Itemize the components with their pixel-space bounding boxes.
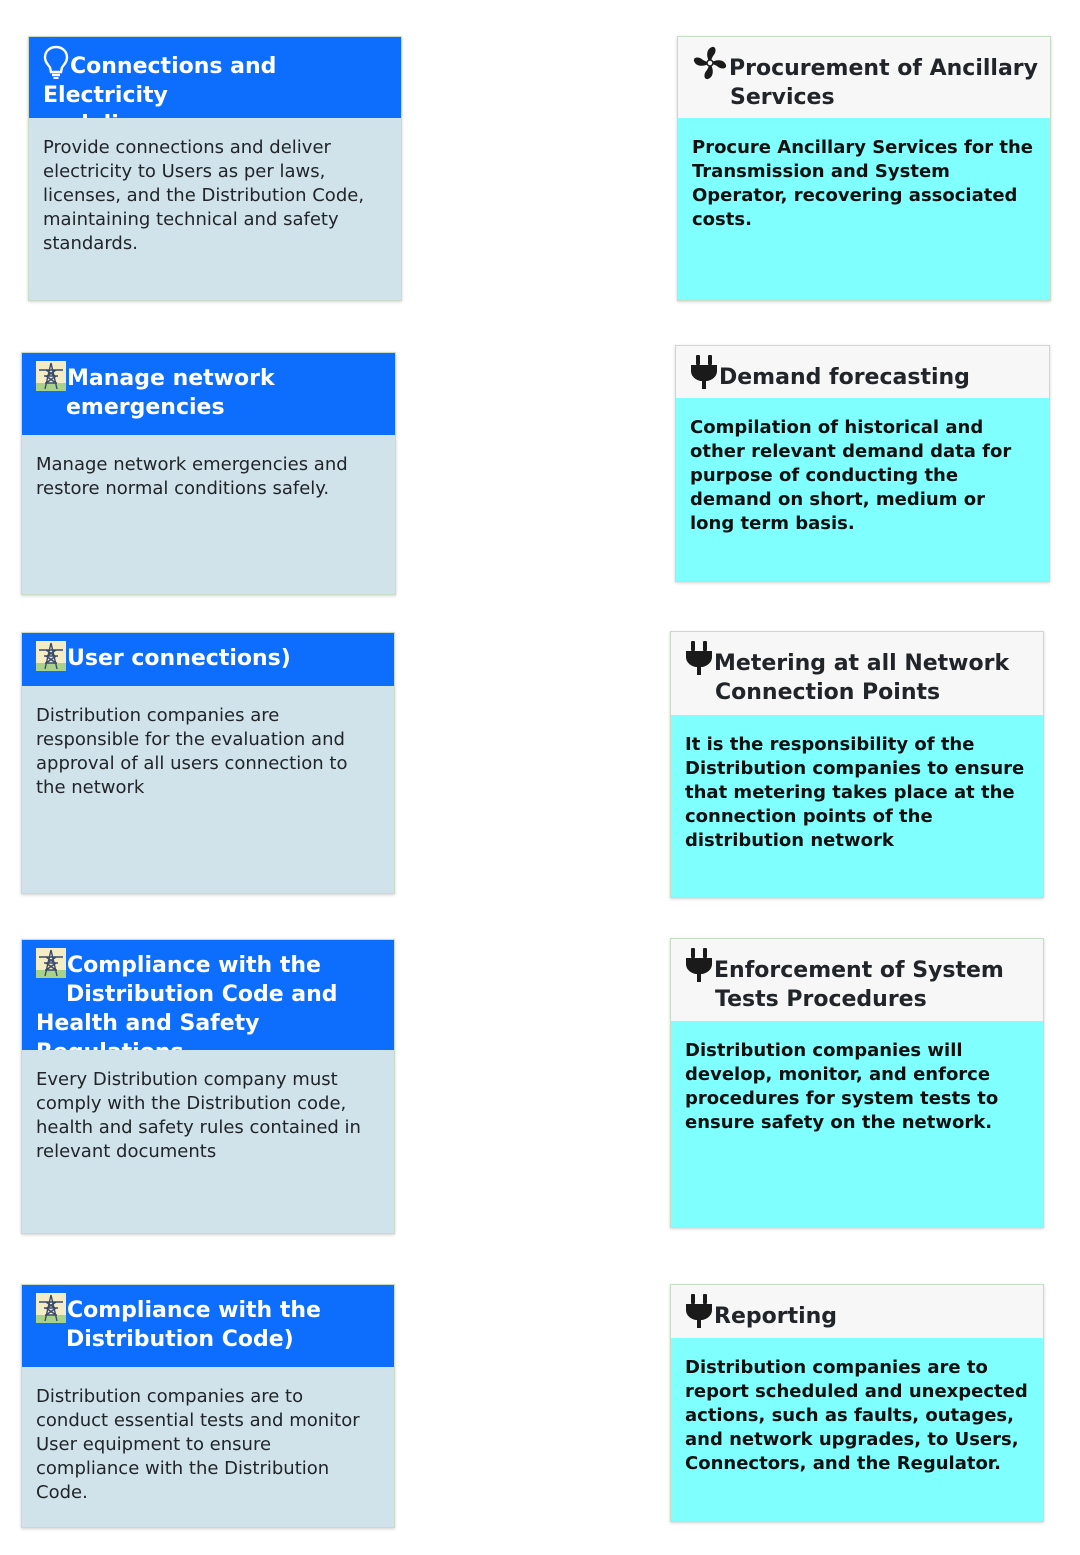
card-title-line2: emergencies	[66, 395, 225, 420]
transmission-tower-icon	[36, 641, 66, 671]
card-title-line2: Connection Points	[715, 680, 941, 705]
card-manage-network-emergencies	[21, 352, 396, 595]
card-body: Manage network emergencies and restore normal conditions safely.	[22, 435, 395, 594]
card-header	[22, 940, 394, 1050]
card-procurement-ancillary-services	[677, 36, 1051, 301]
card-title-line1: User connections)	[67, 646, 291, 671]
lightbulb-icon	[43, 45, 69, 79]
card-body: Distribution companies are to conduct essential tests and monitor User equipment to ensure compliance with the Distribution Code.	[22, 1367, 394, 1527]
card-title-line2: Distribution Code and	[66, 982, 338, 1007]
card-header	[22, 353, 395, 435]
card-title-line1: Demand forecasting	[719, 365, 970, 390]
card-user-connections	[21, 632, 395, 894]
card-header	[29, 37, 401, 118]
card-header	[671, 1285, 1043, 1338]
card-header	[676, 346, 1049, 398]
card-title-line1: Procurement of Ancillary	[729, 56, 1038, 81]
card-compliance-code-health-safety	[21, 939, 395, 1234]
card-title-line2: Services	[730, 85, 835, 110]
transmission-tower-icon	[36, 361, 66, 391]
card-title-line1: Compliance with the	[67, 953, 321, 978]
card-reporting	[670, 1284, 1044, 1522]
card-title-line3: Health and Safety	[36, 1011, 260, 1036]
plug-icon	[685, 1293, 713, 1329]
transmission-tower-icon	[36, 948, 66, 978]
card-enforcement-system-tests	[670, 938, 1044, 1228]
card-body: Distribution companies are responsible for the evaluation and approval of all users connection to the network	[22, 686, 394, 893]
card-title-line1: Reporting	[714, 1304, 838, 1329]
card-title-line2: Tests Procedures	[715, 987, 927, 1012]
fan-icon	[692, 45, 728, 81]
plug-icon	[685, 640, 713, 676]
card-body: Compilation of historical and other relevant demand data for purpose of conducting the demand on short, medium or long term basis.	[676, 398, 1049, 581]
card-title-line1: Compliance with the	[67, 1298, 321, 1323]
card-body: Provide connections and deliver electricity to Users as per laws, licenses, and the Distribution Code, maintaining technical and safety standards.	[29, 118, 401, 300]
card-body: Every Distribution company must comply with the Distribution code, health and safety rules contained in relevant documents	[22, 1050, 394, 1233]
card-body: It is the responsibility of the Distribution companies to ensure that metering takes place at the connection points of the distribution network	[671, 715, 1043, 897]
plug-icon	[685, 947, 713, 983]
card-title-line1: Enforcement of System	[714, 958, 1004, 983]
card-metering-network-connection-points	[670, 631, 1044, 898]
card-header	[678, 37, 1050, 118]
card-header	[671, 632, 1043, 715]
card-header	[671, 939, 1043, 1021]
card-demand-forecasting	[675, 345, 1050, 582]
card-connections-electricity-delivery	[28, 36, 402, 301]
card-title-line1: Manage network	[67, 366, 275, 391]
card-body: Procure Ancillary Services for the Transmission and System Operator, recovering associated costs.	[678, 118, 1050, 300]
card-title-line2: Distribution Code)	[66, 1327, 294, 1352]
transmission-tower-icon	[36, 1293, 66, 1323]
card-compliance-distribution-code	[21, 1284, 395, 1528]
card-header	[22, 1285, 394, 1367]
card-title-line1: Connections and Electricity	[43, 54, 277, 108]
card-header	[22, 633, 394, 686]
card-body: Distribution companies will develop, monitor, and enforce procedures for system tests to ensure safety on the network.	[671, 1021, 1043, 1227]
card-title-line1: Metering at all Network	[714, 651, 1010, 676]
plug-icon	[690, 354, 718, 390]
card-body: Distribution companies are to report scheduled and unexpected actions, such as faults, outages, and network upgrades, to Users, Connectors, and the Regulator.	[671, 1338, 1043, 1521]
